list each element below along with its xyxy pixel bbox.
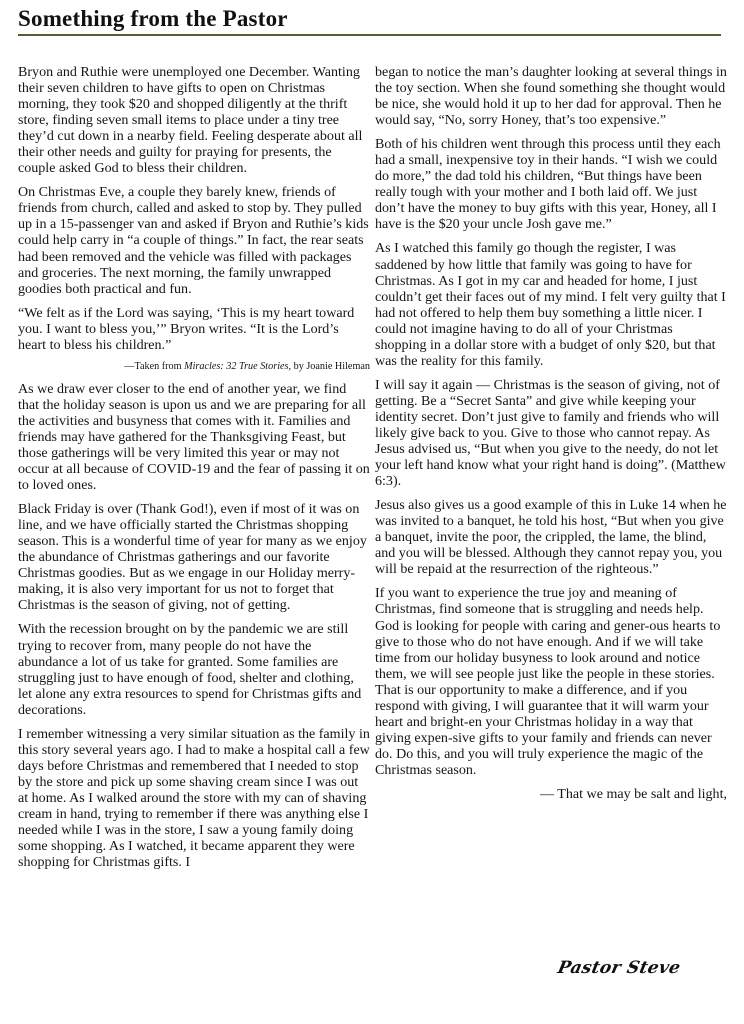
article-paragraph: As I watched this family go though the register, I was saddened by how little that family was going to have for Christmas. As I got in my car and headed for home, I just couldn’t get their faces out of my mind. I felt very guilty that I had not offered to help them buy something a little nicer. I could not imagine having to do all of your Christmas shopping in a dollar store with a budget of only $20, but that was the reality for this family. [375, 240, 726, 369]
story-quote-paragraph: “We felt as if the Lord was saying, ‘This is my heart toward you. I want to bless you,’” Bryon writes. “It is the Lord’s heart to bless his children.” [18, 304, 355, 353]
article-paragraph: I remember witnessing a very similar situation as the family in this story several years ago. I had to make a hospital call a few days before Christmas and remembered that I needed to stop by the store and pick up some shaving cream since I was out at home. As I walked around the store with my can of shaving cream in hand, trying to remember if there was anything else I needed while I was in the store, I saw a young family doing some shopping. As I watched, it became apparent they were shopping for Christmas gifts. I [18, 725, 370, 871]
citation-author: , by Joanie Hileman [288, 360, 370, 372]
pastor-signature: Pastor Steve [555, 958, 683, 978]
story-citation [18, 360, 370, 373]
story-paragraph: Bryon and Ruthie were unemployed one December. Wanting their seven children to have gifts to open on Christmas morning, they took $20 and shopped diligently at the thrift store, finding seven small items to place under a tiny tree they’d cut down in a nearby field. Feeling desperate about all their other needs and guilty for praying for presents, the couple asked God to bless their children. [18, 64, 363, 177]
citation-book-title: Miracles: 32 True Stories [184, 360, 289, 372]
page-header [18, 0, 721, 36]
article-paragraph: With the recession brought on by the pandemic we are still trying to recover from, many people do not have the abundance a lot of us take for granted. Some families are struggling just to have enough of food, shelter and clothing, let alone any extra resources to spend for Christmas gifts and decorations. [18, 621, 362, 718]
left-column [18, 64, 370, 878]
article-paragraph: Jesus also gives us a good example of this in Luke 14 when he was invited to a banquet, he told his host, “But when you give a banquet, invite the poor, the crippled, the lame, the blind, and you will be blessed. Although they cannot repay you, you will be repaid at the resurrection of the righteous.” [375, 497, 727, 578]
article-paragraph: As we draw ever closer to the end of another year, we find that the holiday season is upon us and we are preparing for all the activities and busyness that comes with it. Families and friends may have gathered for the Thanksgiving Feast, but those gatherings will be very limited this year or may not occur at all because of COVID-19 and the fear of passing it on to loved ones. [18, 380, 370, 494]
article-paragraph: If you want to experience the true joy and meaning of Christmas, find someone that is struggling and needs help. God is looking for people with caring and gener-ous hearts to give to those who do not have enough. And if we will take time from our holiday busyness to look around and notice them, we will see people just like the people in these stories. That is our opportunity to make a difference, and if you respond with giving, I will guarantee that it will warm your heart and bright-en your Christmas holiday in a way that giving expen-sive gifts to your family and friends can never do. Do this, and you will truly experience the magic of the Christmas season. [375, 585, 721, 778]
article-paragraph: Black Friday is over (Thank God!), even if most of it was on line, and we have officially started the Christmas shopping season. This is a wonderful time of year for many as we enjoy the abundance of Christmas gatherings and our favorite Christmas goodies. But as we engage in our Holiday merry-making, it is also very important for us not to forget that Christmas is the season of giving, not of getting. [18, 501, 367, 614]
signoff-line: — That we may be salt and light, [540, 785, 727, 802]
article-paragraph: Both of his children went through this process until they each had a small, inexpensive toy in their hands. “I wish we could do more,” the dad told his children, “But things have been really tough with your mother and I both laid off. We just don’t have the money to buy gifts with this year, Honey, all I have is the $20 your uncle Josh gave me.” [375, 136, 721, 233]
right-column [375, 64, 727, 810]
story-paragraph: On Christmas Eve, a couple they barely knew, friends of friends from church, called and asked to stop by. They pulled up in a 15-passenger van and asked if Bryon and Ruthie’s kids could help carry in “a couple of things.” In fact, the rear seats had been removed and the vehicle was filled with packages and groceries. The next morning, the family unwrapped goodies both practical and fun. [18, 184, 369, 297]
citation-prefix: —Taken from [124, 360, 185, 372]
page-title: Something from the Pastor [18, 6, 288, 31]
article-paragraph: I will say it again — Christmas is the season of giving, not of getting. Be a “Secret Santa” and give while keeping your identity secret. Don’t just give to family and friends who will likely give back to you. Give to those who cannot repay. As Jesus advised us, “But when you give to the needy, do not let your left hand know what your right hand is doing”. (Matthew 6:3). [375, 376, 726, 490]
article-paragraph: began to notice the man’s daughter looking at several things in the toy section. When she found something she thought would be nice, she would hold it up to her dad for approval. Then he would say, “No, sorry Honey, that’s too expensive.” [375, 64, 727, 129]
